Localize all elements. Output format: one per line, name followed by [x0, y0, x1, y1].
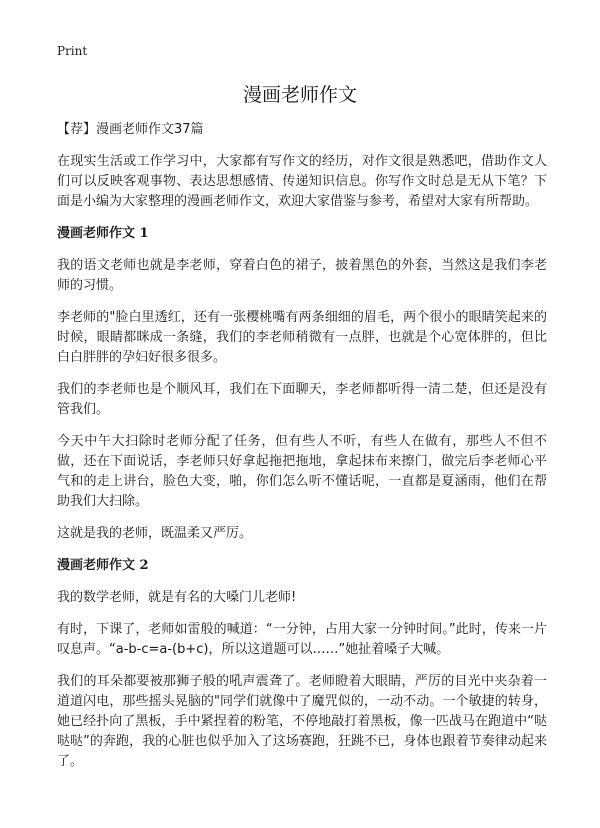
intro-paragraph: 在现实生活或工作学习中，大家都有写作文的经历，对作文很是熟悉吧，借助作文人们可以反映客观事物、表达思想感情、传递知识信息。你写作文时总是无从下笔？下面是小编为大家整理的漫画老师作文，欢迎大家借鉴与参考，希望对大家有所帮助。 — [57, 154, 547, 209]
document-body — [57, 120, 547, 784]
paragraph: 今天中午大扫除时老师分配了任务，但有些人不听，有些人在做有，那些人不但不做，还在下面说话，李老师只好拿起拖把拖地，拿起抹布来擦门，做完后李老师心平气和的走上讲台，脸色大变，啪，你们怎么听不懂话呢，一直都是夏涵雨，他们在帮助我们大扫除。 — [57, 434, 547, 509]
page-title: 漫画老师作文 — [242, 84, 357, 106]
paragraph: 我的数学老师，就是有名的大嗓门儿老师! — [57, 590, 297, 605]
paragraph: 李老师的"脸白里透红，还有一张樱桃嘴有两条细细的眉毛，两个很小的眼睛笑起来的时候，眼睛都眯成一条缝，我们的李老师稍微有一点胖，也就是个心宽体胖的，但比白白胖胖的孕妇好很多很多。 — [57, 310, 547, 365]
paragraph: 有时，下课了，老师如雷般的喊道：“一分钟，占用大家一分钟时间。”此时，传来一片叹息声。“a-b-c=a-(b+c)，所以这道题可以……”她扯着嗓子大喊。 — [57, 622, 547, 657]
paragraph: 我们的李老师也是个顺风耳，我们在下面聊天，李老师都听得一清二楚，但还是没有管我们。 — [57, 382, 547, 417]
recommend-tag-line: 【荐】漫画老师作文37篇 — [57, 122, 204, 137]
essay-section-1 — [57, 224, 547, 544]
section-heading: 漫画老师作文 1 — [57, 226, 149, 241]
essay-section-2 — [57, 556, 547, 772]
paragraph: 我们的耳朵都要被那狮子般的吼声震聋了。老师瞪着大眼睛，严厉的目光中夹杂着一道道闪电，那些摇头晃脑的"同学们就像中了魔咒似的，一动不动。一个敏捷的转身，她已经扑向了黑板，手中紧捏着的粉笔，不停地敲打着黑板，像一匹战马在跑道中“哒哒哒”的奔跑，我的心脏也似乎加入了这场赛跑，狂跳不已，身体也跟着节奏律动起来了。 — [57, 674, 547, 769]
paragraph: 这就是我的老师，既温柔又严厉。 — [57, 526, 253, 541]
print-link[interactable]: Print — [57, 44, 88, 58]
section-heading: 漫画老师作文 2 — [57, 558, 149, 573]
paragraph: 我的语文老师也就是李老师，穿着白色的裙子，披着黑色的外套，当然这是我们李老师的习惯。 — [57, 258, 547, 293]
